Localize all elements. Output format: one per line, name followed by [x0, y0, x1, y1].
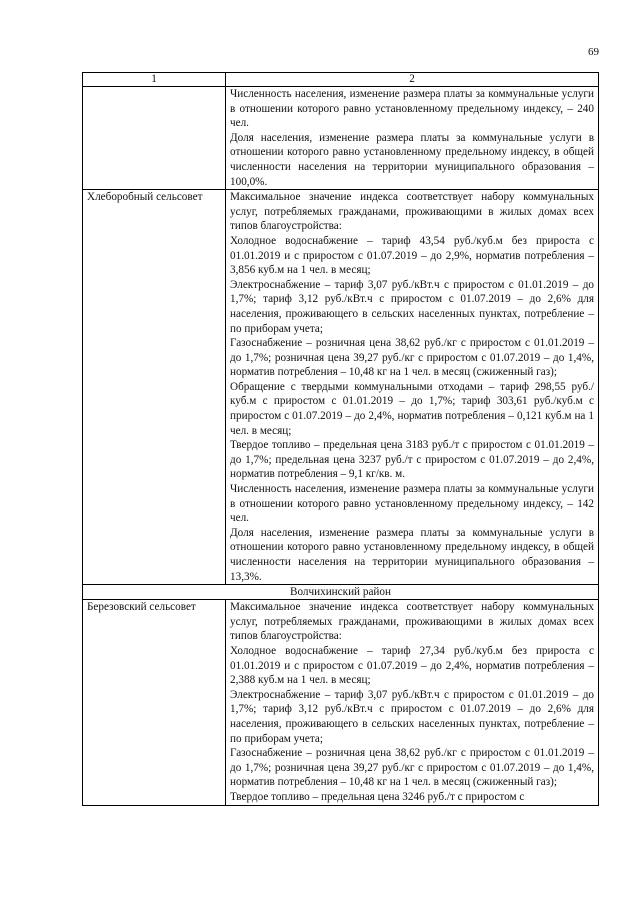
paragraph: Доля населения, изменение размера платы за коммунальные услуги в отношении которого равно установленному предельному индексу, в общей численности населения на территории муниципального образования – 100,0%. — [230, 131, 594, 188]
paragraph: Численность населения, изменение размера платы за коммунальные услуги в отношении которого равно установленному предельному индексу, – 240 чел. — [230, 88, 594, 130]
paragraph: Твердое топливо – предельная цена 3246 руб./т с приростом с — [230, 790, 525, 803]
paragraph: Численность населения, изменение размера платы за коммунальные услуги в отношении которого равно установленному предельному индексу, – 142 чел. — [230, 483, 594, 525]
paragraph: Твердое топливо – предельная цена 3183 руб./т с приростом с 01.01.2019 – до 1,7%; предельная цена 3237 руб./т с приростом с 01.07.2019 – до 2,4%, норматив потребления – 9,1 кг/кв. м. — [230, 439, 594, 481]
column-header-2: 2 — [226, 73, 599, 87]
table-header-row — [83, 73, 599, 87]
municipality-name — [83, 87, 226, 190]
district-title: Волчихинский район — [83, 585, 599, 600]
paragraph: Электроснабжение – тариф 3,07 руб./кВт.ч с приростом с 01.01.2019 – до 1,7%; тариф 3,12 руб./кВт.ч с приростом с 01.07.2019 – до 2,6% для населения, проживающего в сельских населенных пунктах, потребление – по приборам учета; — [230, 688, 594, 745]
paragraph: Электроснабжение – тариф 3,07 руб./кВт.ч с приростом с 01.01.2019 – до 1,7%; тариф 3,12 руб./кВт.ч с приростом с 01.07.2019 – до 2,6% для населения, проживающего в сельских населенных пунктах, потребление – по приборам учета; — [230, 278, 594, 335]
municipality-name: Хлеборобный сельсовет — [83, 190, 226, 585]
section-row — [83, 585, 599, 600]
table-row — [83, 600, 599, 805]
paragraph: Газоснабжение – розничная цена 38,62 руб./кг с приростом с 01.01.2019 – до 1,7%; розничная цена 39,27 руб./кг с приростом с 01.07.2019 – до 1,4%, норматив потребления – 10,48 кг на 1 чел. в месяц (сжиженный газ); — [230, 337, 594, 379]
table-row — [83, 87, 599, 190]
tariff-description — [226, 600, 599, 805]
paragraph: Холодное водоснабжение – тариф 27,34 руб./куб.м без прироста с 01.01.2019 и с приростом с 01.07.2019 – до 2,4%, норматив потребления – 2,388 куб.м на 1 чел. в месяц; — [230, 644, 594, 687]
paragraph: Холодное водоснабжение – тариф 43,54 руб./куб.м без прироста с 01.01.2019 и с приростом с 01.07.2019 – до 2,9%, норматив потребления – 3,856 куб.м на 1 чел. в месяц; — [230, 234, 594, 277]
paragraph: Максимальное значение индекса соответствует набору коммунальных услуг, потребляемых гражданами, проживающими в жилых домах всех типов благоустройства: — [230, 191, 594, 233]
paragraph: Доля населения, изменение размера платы за коммунальные услуги в отношении которого равно установленному предельному индексу, в общей численности населения на территории муниципального образования – 13,3%. — [230, 526, 594, 583]
table-row — [83, 190, 599, 585]
paragraph: Обращение с твердыми коммунальными отходами – тариф 298,55 руб./куб.м с приростом с 01.01.2019 – до 1,7%; тариф 303,61 руб./куб.м с приростом с 01.07.2019 – до 2,4%, норматив потребления – 0,121 куб.м на 1 чел. в месяц; — [230, 380, 594, 437]
paragraph: Максимальное значение индекса соответствует набору коммунальных услуг, потребляемых гражданами, проживающими в жилых домах всех типов благоустройства: — [230, 601, 594, 643]
tariff-description — [226, 87, 599, 190]
municipality-name: Березовский сельсовет — [83, 600, 226, 805]
tariff-description — [226, 190, 599, 585]
column-header-1: 1 — [83, 73, 226, 87]
page-number: 69 — [588, 46, 599, 58]
tariff-table — [82, 72, 599, 806]
paragraph: Газоснабжение – розничная цена 38,62 руб./кг с приростом с 01.01.2019 – до 1,7%; розничная цена 39,27 руб./кг с приростом с 01.07.2019 – до 1,4%, норматив потребления – 10,48 кг на 1 чел. в месяц (сжиженный газ); — [230, 747, 594, 789]
